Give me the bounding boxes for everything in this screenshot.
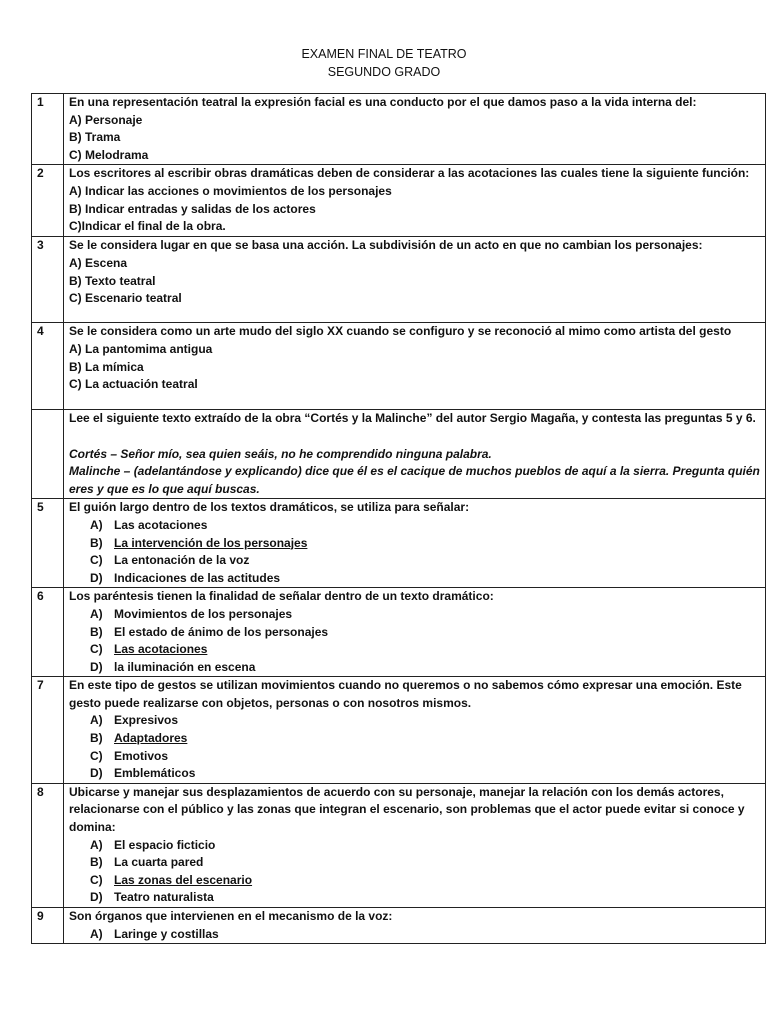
option-letter: A): [90, 517, 103, 532]
option: C) La actuación teatral: [69, 377, 198, 392]
option-text: Laringe y costillas: [114, 926, 219, 941]
question-row-7: [32, 677, 766, 784]
passage-intro: Lee el siguiente texto extraído de la obra “Cortés y la Malinche” del autor Sergio Magaña, y contesta las preguntas 5 y 6.: [69, 411, 756, 426]
question-text: Ubicarse y manejar sus desplazamientos de acuerdo con su personaje, manejar la relación con los demás actores, relacionarse con el público y las zonas que integran el escenario, son problemas que el actor puede evitar si conoce y domina:: [69, 784, 745, 835]
option: [69, 606, 761, 624]
option: B) Indicar entradas y salidas de los actores: [69, 201, 316, 216]
question-content: [64, 94, 766, 165]
option: A) Escena: [69, 255, 128, 270]
question-content: [64, 323, 766, 410]
option: [69, 730, 761, 748]
option-text: Indicaciones de las actitudes: [114, 570, 281, 585]
option: C) Melodrama: [69, 147, 149, 162]
option: [69, 926, 761, 944]
option-text: El estado de ánimo de los personajes: [114, 624, 329, 639]
option: [69, 872, 761, 890]
option-text: Emotivos: [114, 748, 169, 763]
question-content: [64, 499, 766, 588]
passage-dialogue-cortes: Cortés – Señor mío, sea quien seáis, no he comprendido ninguna palabra.: [69, 446, 492, 461]
option-letter: C): [90, 872, 103, 887]
question-text: Se le considera lugar en que se basa una acción. La subdivisión de un acto en que no cambian los personajes:: [69, 238, 703, 253]
option: C)Indicar el final de la obra.: [69, 219, 226, 234]
option: [69, 570, 761, 588]
question-number: 1: [32, 94, 64, 165]
option-text: Las acotaciones: [114, 517, 208, 532]
option-text: El espacio ficticio: [114, 837, 216, 852]
option-letter: A): [90, 926, 103, 941]
question-number: 6: [32, 588, 64, 677]
option: [69, 517, 761, 535]
option-text-underlined: Las acotaciones: [114, 642, 208, 657]
option-text: Expresivos: [114, 713, 179, 728]
option-letter: A): [90, 713, 103, 728]
option: [69, 535, 761, 553]
question-text: En este tipo de gestos se utilizan movimientos cuando no queremos o no sabemos cómo expresar una emoción. Este gesto puede realizarse con objetos, personas o con nosotros mismos.: [69, 678, 742, 710]
question-row-8: [32, 783, 766, 907]
question-content: [64, 677, 766, 784]
question-text: Son órganos que intervienen en el mecanismo de la voz:: [69, 909, 393, 923]
option-letter: B): [90, 855, 103, 870]
option-letter: D): [90, 766, 103, 781]
option: [69, 837, 761, 855]
question-row-6: [32, 588, 766, 677]
question-row-5: [32, 499, 766, 588]
passage-row: [32, 410, 766, 499]
option-text-underlined: La intervención de los personajes: [114, 535, 308, 550]
question-row-3: [32, 237, 766, 323]
question-text: En una representación teatral la expresión facial es una conducto por el que damos paso a la vida interna del:: [69, 95, 697, 109]
question-text: Los escritores al escribir obras dramáticas deben de considerar a las acotaciones las cuales tiene la siguiente función:: [69, 166, 750, 181]
option-letter: A): [90, 837, 103, 852]
option: [69, 854, 761, 872]
question-row-1: [32, 94, 766, 165]
option: B) Texto teatral: [69, 273, 156, 288]
option: [69, 765, 761, 783]
option-letter: C): [90, 553, 103, 568]
question-number: 7: [32, 677, 64, 784]
option: A) Personaje: [69, 112, 143, 127]
option-text: La cuarta pared: [114, 855, 204, 870]
option: A) Indicar las acciones o movimientos de los personajes: [69, 183, 392, 198]
option-letter: B): [90, 624, 103, 639]
option: B) Trama: [69, 130, 121, 145]
option-letter: B): [90, 535, 103, 550]
option: B) La mímica: [69, 359, 144, 374]
option-text: Teatro naturalista: [114, 890, 214, 905]
option: [69, 641, 761, 659]
question-number: 9: [32, 908, 64, 944]
option: [69, 659, 761, 677]
option-text: Emblemáticos: [114, 766, 196, 781]
exam-subtitle: SEGUNDO GRADO: [327, 65, 441, 79]
option: C) Escenario teatral: [69, 291, 182, 306]
exam-table: [31, 93, 766, 944]
passage-dialogue-malinche: Malinche – (adelantándose y explicando) dice que él es el cacique de muchos pueblos de aquí a la sierra. Pregunta quién eres y que es lo que aquí buscas.: [69, 464, 760, 496]
option-text-underlined: Las zonas del escenario: [114, 872, 253, 887]
option-text-underlined: Adaptadores: [114, 731, 188, 746]
option: [69, 624, 761, 642]
question-number: 5: [32, 499, 64, 588]
question-content: [64, 783, 766, 907]
option-letter: A): [90, 606, 103, 621]
option-letter: C): [90, 642, 103, 657]
option-text: Movimientos de los personajes: [114, 606, 293, 621]
question-row-2: [32, 165, 766, 237]
option: [69, 552, 761, 570]
option-text: La entonación de la voz: [114, 553, 250, 568]
question-number: 8: [32, 783, 64, 907]
option-letter: B): [90, 731, 103, 746]
option-text: la iluminación en escena: [114, 659, 256, 674]
question-content: [64, 237, 766, 323]
question-number: 3: [32, 237, 64, 323]
exam-title: EXAMEN FINAL DE TEATRO: [301, 47, 467, 61]
option: [69, 889, 761, 907]
question-row-4: [32, 323, 766, 410]
question-number: 2: [32, 165, 64, 237]
question-content: [64, 165, 766, 237]
option: [69, 712, 761, 730]
option-letter: C): [90, 748, 103, 763]
option: A) La pantomima antigua: [69, 341, 213, 356]
option: [69, 748, 761, 766]
option-letter: D): [90, 570, 103, 585]
option-letter: D): [90, 890, 103, 905]
question-text: El guión largo dentro de los textos dramáticos, se utiliza para señalar:: [69, 500, 470, 515]
question-content: [64, 908, 766, 944]
passage-number-cell: [32, 410, 64, 499]
passage-spacer: [69, 428, 761, 446]
option-letter: D): [90, 659, 103, 674]
question-content: [64, 588, 766, 677]
question-text: Los paréntesis tienen la finalidad de señalar dentro de un texto dramático:: [69, 589, 494, 604]
question-row-9: [32, 908, 766, 944]
question-number: 4: [32, 323, 64, 410]
passage-content: [64, 410, 766, 499]
question-text: Se le considera como un arte mudo del siglo XX cuando se configuro y se reconoció al mimo como artista del gesto: [69, 324, 732, 339]
